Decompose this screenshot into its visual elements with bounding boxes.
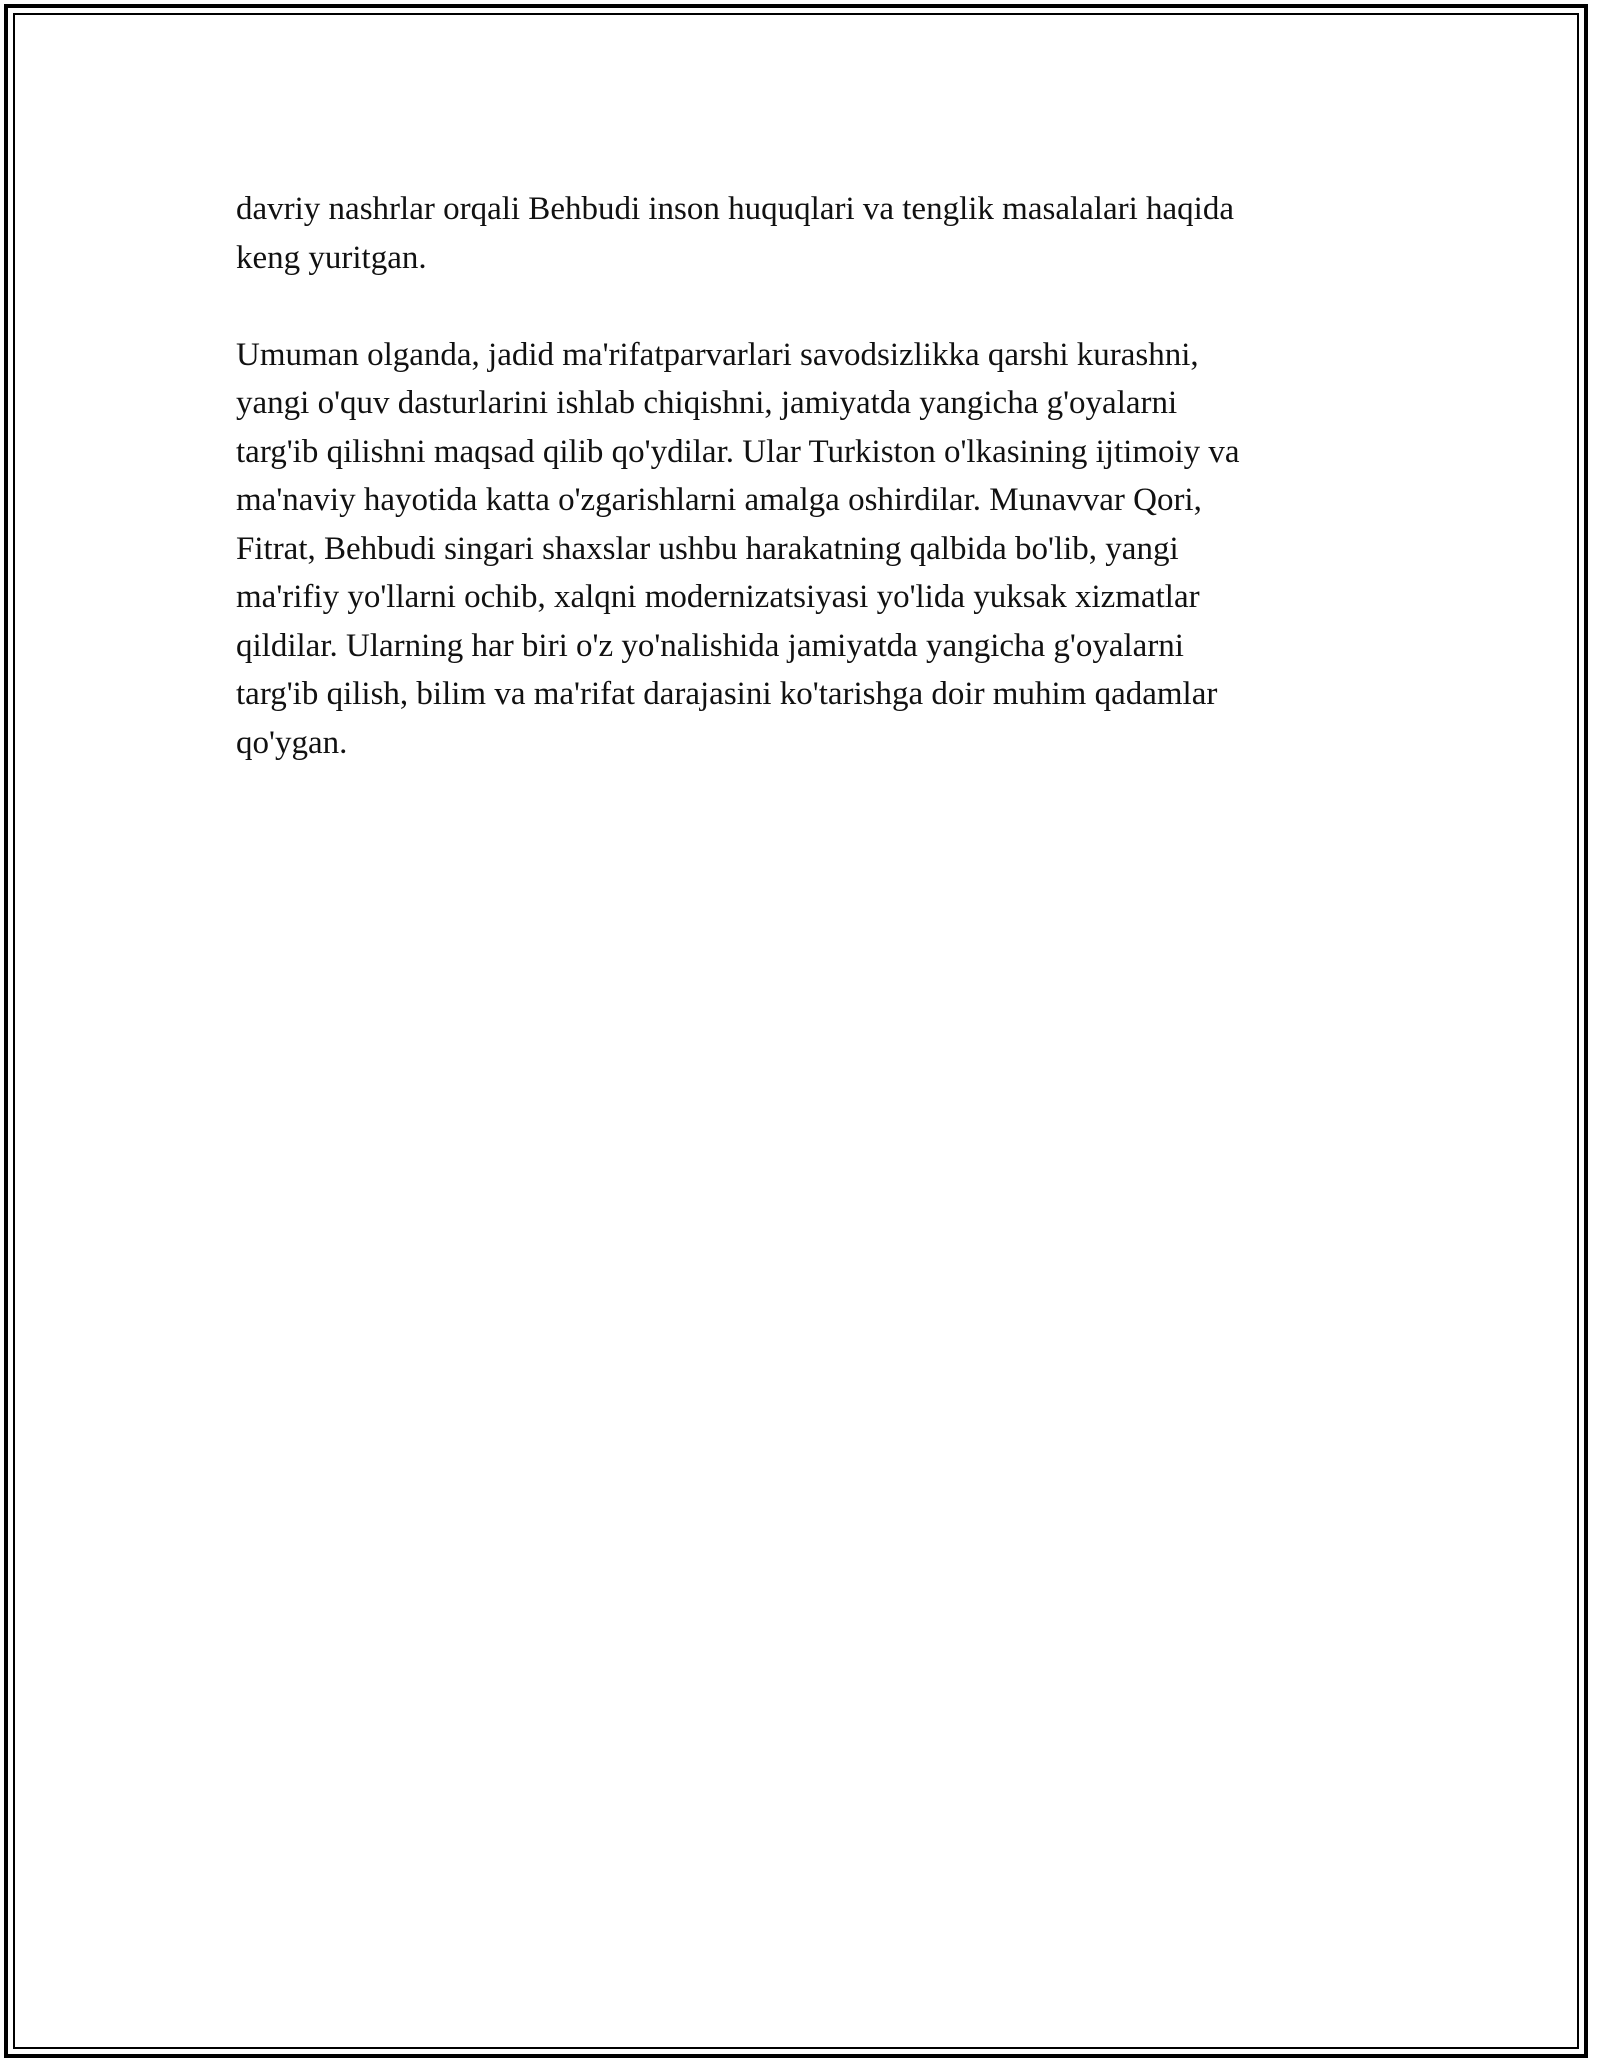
text-line: keng yuritgan. [236,239,427,276]
paragraph-1 [236,185,1366,282]
text-line: davriy nashrlar orqali Behbudi inson huquqlari va tenglik masalalari haqida [236,191,1234,227]
text-line: Umuman olganda, jadid ma'rifatparvarlari savodsizlikka qarshi kurashni, [236,336,1199,373]
text-line: yangi o'quv dasturlarini ishlab chiqishni, jamiyatda yangicha g'oyalarni [236,385,1178,421]
text-line: ma'rifiy yo'llarni ochib, xalqni modernizatsiyasi yo'lida yuksak xizmatlar [236,579,1200,615]
text-line: qildilar. Ularning har biri o'z yo'nalishida jamiyatda yangicha g'oyalarni [236,627,1184,664]
text-line: Fitrat, Behbudi singari shaxslar ushbu harakatning qalbida bo'lib, yangi [236,530,1179,567]
text-line: qo'ygan. [236,724,348,761]
document-body [236,185,1366,767]
paragraph-2 [236,331,1366,768]
paragraph-spacer [236,282,1366,331]
text-line: targ'ib qilish, bilim va ma'rifat darajasini ko'tarishga doir muhim qadamlar [236,676,1218,712]
text-line: ma'naviy hayotida katta o'zgarishlarni amalga oshirdilar. Munavvar Qori, [236,482,1202,518]
text-line: targ'ib qilishni maqsad qilib qo'ydilar. Ular Turkiston o'lkasining ijtimoiy va [236,433,1240,470]
